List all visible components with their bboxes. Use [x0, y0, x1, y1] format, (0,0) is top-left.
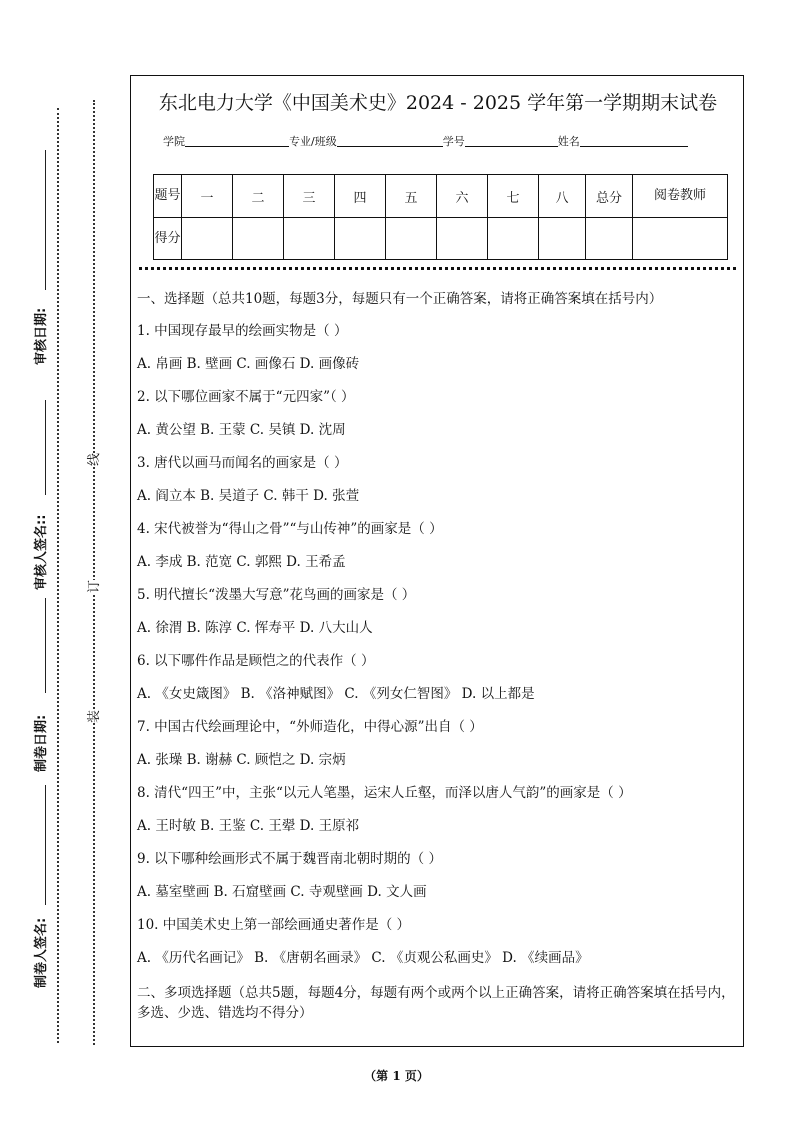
score-cell-1[interactable]: [182, 218, 233, 260]
score-label: 得分: [154, 218, 182, 260]
question-9-options: A. 墓室壁画 B. 石窟壁画 C. 寺观壁画 D. 文人画: [137, 884, 427, 900]
score-cell-2[interactable]: [233, 218, 284, 260]
maker-sign-label: 制卷人签名:: [34, 917, 49, 988]
question-7-options: A. 张璪 B. 谢赫 C. 顾恺之 D. 宗炳: [137, 752, 346, 768]
maker-date-label: 制卷日期:: [34, 714, 49, 772]
student-id-field[interactable]: [465, 134, 558, 147]
college-label: 学院: [163, 135, 185, 148]
score-cell-8[interactable]: [539, 218, 586, 260]
section1-heading: 一、选择题（总共10题，每题3分，每题只有一个正确答案，请将正确答案填在括号内）: [137, 291, 663, 307]
score-cell-3[interactable]: [284, 218, 335, 260]
col-5: 五: [386, 175, 437, 218]
score-cell-7[interactable]: [488, 218, 539, 260]
col-7: 七: [488, 175, 539, 218]
col-2: 二: [233, 175, 284, 218]
col-3: 三: [284, 175, 335, 218]
question-2: 2. 以下哪位画家不属于“元四家”（ ）: [137, 389, 355, 405]
reviewer-sign-label: 审核人签名::: [34, 514, 49, 590]
major-label: 专业/班级: [289, 135, 337, 148]
bind-seal-char: 装: [81, 710, 104, 723]
binding-margin: [0, 0, 125, 1122]
score-table: [153, 174, 728, 260]
reviewer-sign-underline: [45, 400, 46, 495]
dotted-separator: [139, 267, 736, 270]
student-id-label: 学号: [442, 135, 465, 148]
bind-line-char: 线: [81, 453, 104, 466]
section2-heading: 二、多项选择题（总共5题，每题4分，每题有两个或两个以上正确答案，请将正确答案填在括号内，多选、少选、错选均不得分）: [137, 985, 735, 1021]
col-1: 一: [182, 175, 233, 218]
question-4: 4. 宋代被誉为“得山之骨”“与山传神”的画家是（ ）: [137, 521, 443, 537]
score-cell-5[interactable]: [386, 218, 437, 260]
maker-sign-underline: [45, 785, 46, 905]
question-4-options: A. 李成 B. 范宽 C. 郭熙 D. 王希孟: [137, 554, 346, 570]
question-number-label: 题号: [154, 175, 182, 218]
score-cell-grader[interactable]: [633, 218, 728, 260]
col-total: 总分: [586, 175, 633, 218]
col-6: 六: [437, 175, 488, 218]
score-cell-4[interactable]: [335, 218, 386, 260]
question-5-options: A. 徐渭 B. 陈淳 C. 恽寿平 D. 八大山人: [137, 620, 373, 636]
review-date-underline: [45, 150, 46, 290]
question-1-options: A. 帛画 B. 壁画 C. 画像石 D. 画像砖: [137, 356, 360, 372]
dotted-cut-line-right: [93, 100, 95, 1045]
question-10: 10. 中国美术史上第一部绘画通史著作是（ ）: [137, 917, 411, 933]
question-1: 1. 中国现存最早的绘画实物是（ ）: [137, 323, 348, 339]
exam-title: 东北电力大学《中国美术史》2024 - 2025 学年第一学期期末试卷: [158, 92, 718, 114]
question-list: [137, 321, 743, 981]
col-8: 八: [539, 175, 586, 218]
question-5: 5. 明代擅长“泼墨大写意”花鸟画的画家是（ ）: [137, 587, 416, 603]
exam-frame: [130, 75, 744, 1047]
question-3-options: A. 阎立本 B. 吴道子 C. 韩干 D. 张萱: [137, 488, 360, 504]
question-3: 3. 唐代以画马而闻名的画家是（ ）: [137, 455, 348, 471]
question-6-options: A. 《女史箴图》 B. 《洛神赋图》 C. 《列女仁智图》 D. 以上都是: [137, 686, 535, 702]
question-8-options: A. 王时敏 B. 王鉴 C. 王翚 D. 王原祁: [137, 818, 360, 834]
college-field[interactable]: [185, 134, 289, 147]
col-grader: 阅卷教师: [633, 175, 728, 218]
question-10-options: A. 《历代名画记》 B. 《唐朝名画录》 C. 《贞观公私画史》 D. 《续画品》: [137, 950, 589, 966]
maker-date-underline: [45, 598, 46, 693]
col-4: 四: [335, 175, 386, 218]
name-field[interactable]: [580, 134, 688, 147]
question-7: 7. 中国古代绘画理论中，“外师造化，中得心源”出自（ ）: [137, 719, 483, 735]
bind-staple-char: 订: [81, 580, 104, 593]
question-9: 9. 以下哪种绘画形式不属于魏晋南北朝时期的（ ）: [137, 851, 442, 867]
review-date-label: 审核日期:: [34, 307, 49, 365]
name-label: 姓名: [557, 135, 580, 148]
student-info-row: [163, 133, 688, 149]
page-number: （第 1 页）: [364, 1069, 429, 1083]
question-2-options: A. 黄公望 B. 王蒙 C. 吴镇 D. 沈周: [137, 422, 346, 438]
score-cell-6[interactable]: [437, 218, 488, 260]
dotted-cut-line-left: [57, 108, 59, 1043]
exam-content: [137, 289, 743, 1023]
question-8: 8. 清代“四王”中，主张“以元人笔墨，运宋人丘壑，而泽以唐人气韵”的画家是（ ）: [137, 785, 632, 801]
major-field[interactable]: [337, 134, 443, 147]
score-cell-total[interactable]: [586, 218, 633, 260]
question-6: 6. 以下哪件作品是顾恺之的代表作（ ）: [137, 653, 375, 669]
